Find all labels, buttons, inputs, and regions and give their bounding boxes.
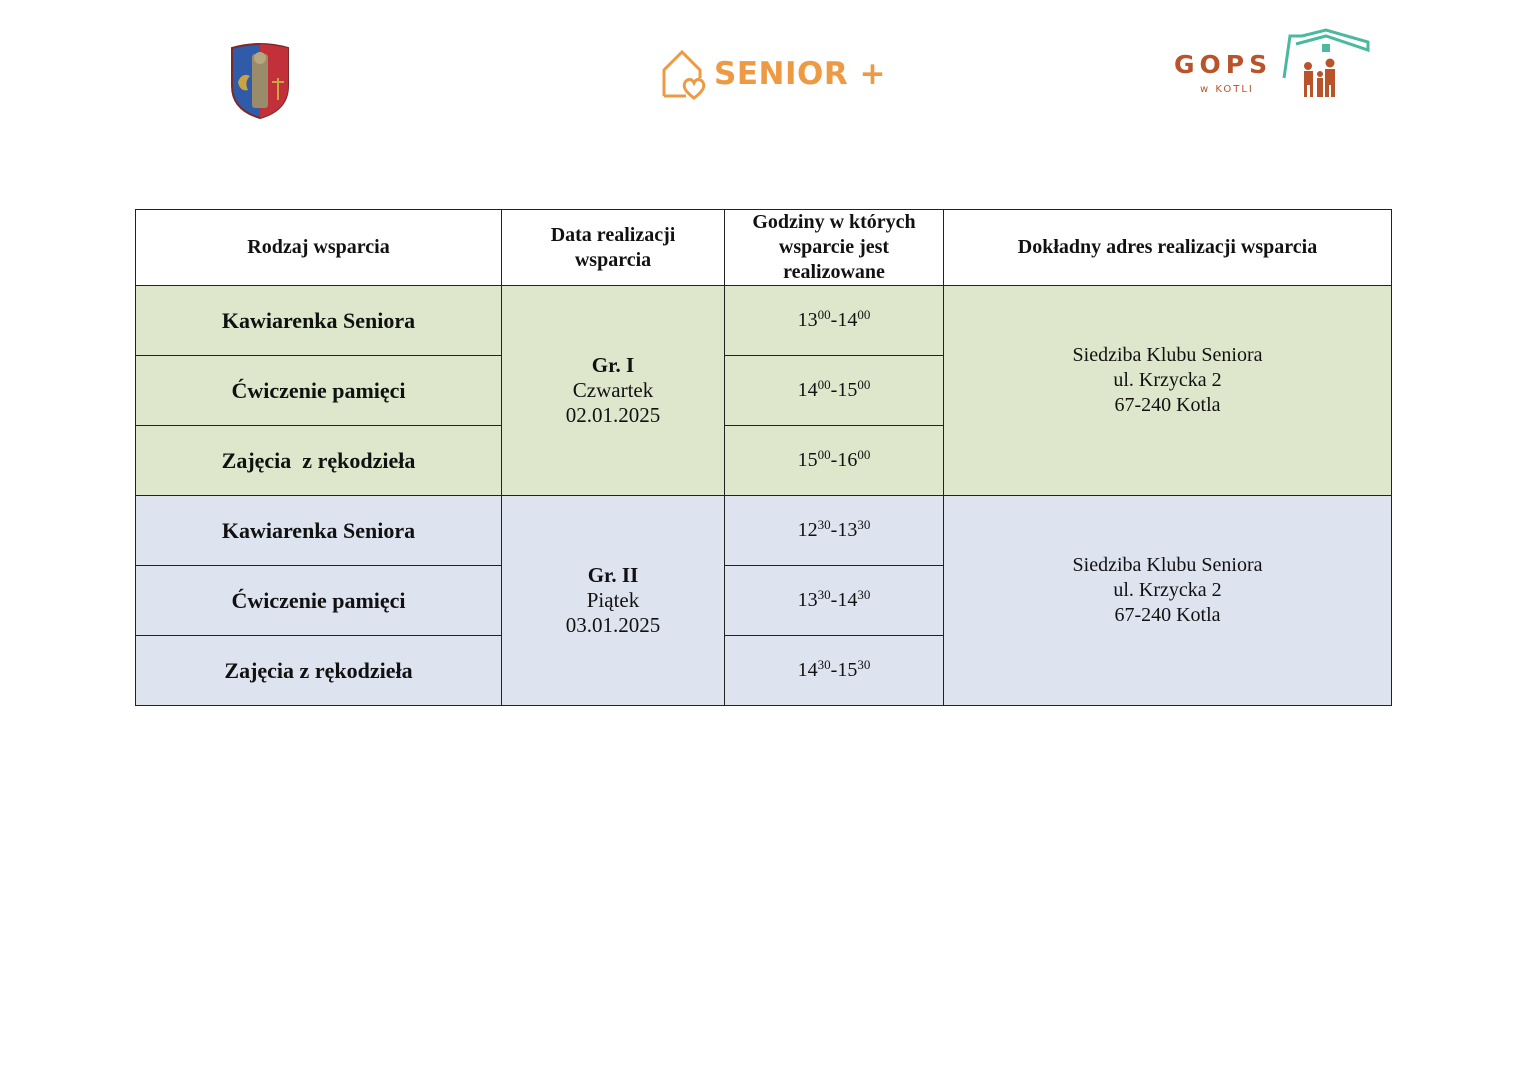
header-address: Dokładny adres realizacji wsparcia bbox=[944, 210, 1392, 286]
family-house-icon bbox=[1274, 28, 1370, 102]
header-hours: Godziny w których wsparcie jest realizowane bbox=[725, 210, 944, 286]
group-date: 03.01.2025 bbox=[565, 613, 661, 637]
table-row bbox=[136, 286, 1392, 356]
address-cell bbox=[944, 496, 1392, 706]
address-line: Siedziba Klubu Seniora bbox=[1072, 554, 1263, 576]
municipal-crest-logo bbox=[228, 42, 292, 120]
senior-plus-logo bbox=[660, 48, 886, 102]
address-line: ul. Krzycka 2 bbox=[1113, 579, 1222, 601]
gops-logo bbox=[1170, 28, 1370, 102]
gops-logo-text: GOPS bbox=[1174, 50, 1273, 79]
gops-logo-subtext: w KOTLI bbox=[1200, 84, 1254, 95]
support-type-cell: Kawiarenka Seniora bbox=[136, 286, 502, 356]
group-name: Gr. I bbox=[591, 353, 635, 377]
support-schedule-table bbox=[135, 209, 1392, 706]
header-support-type: Rodzaj wsparcia bbox=[136, 210, 502, 286]
hours-cell: $13^{30}-14^{30}$ bbox=[725, 566, 944, 636]
table-header-row bbox=[136, 210, 1392, 286]
support-type-cell: Kawiarenka Seniora bbox=[136, 496, 502, 566]
group-date: 02.01.2025 bbox=[565, 403, 661, 427]
house-heart-icon bbox=[660, 48, 712, 102]
group-date-cell bbox=[502, 286, 725, 496]
group-date-cell bbox=[502, 496, 725, 706]
hours-cell: $14^{00}-15^{00}$ bbox=[725, 356, 944, 426]
header-date: Data realizacji wsparcia bbox=[502, 210, 725, 286]
senior-plus-logo-text: SENIOR + bbox=[714, 56, 886, 92]
address-line: 67-240 Kotla bbox=[1114, 604, 1221, 626]
address-line: Siedziba Klubu Seniora bbox=[1072, 344, 1263, 366]
table-row bbox=[136, 496, 1392, 566]
group-day: Czwartek bbox=[572, 378, 654, 402]
hours-cell: $13^{00}-14^{00}$ bbox=[725, 286, 944, 356]
support-type-cell: Zajęcia z rękodzieła bbox=[136, 426, 502, 496]
hours-cell: $14^{30}-15^{30}$ bbox=[725, 636, 944, 706]
support-type-cell: Zajęcia z rękodzieła bbox=[136, 636, 502, 706]
address-line: ul. Krzycka 2 bbox=[1113, 369, 1222, 391]
support-type-cell: Ćwiczenie pamięci bbox=[136, 356, 502, 426]
address-line: 67-240 Kotla bbox=[1114, 394, 1221, 416]
hours-cell: $12^{30}-13^{30}$ bbox=[725, 496, 944, 566]
group-day: Piątek bbox=[586, 588, 640, 612]
support-type-cell: Ćwiczenie pamięci bbox=[136, 566, 502, 636]
hours-cell: $15^{00}-16^{00}$ bbox=[725, 426, 944, 496]
address-cell bbox=[944, 286, 1392, 496]
group-name: Gr. II bbox=[587, 563, 639, 587]
